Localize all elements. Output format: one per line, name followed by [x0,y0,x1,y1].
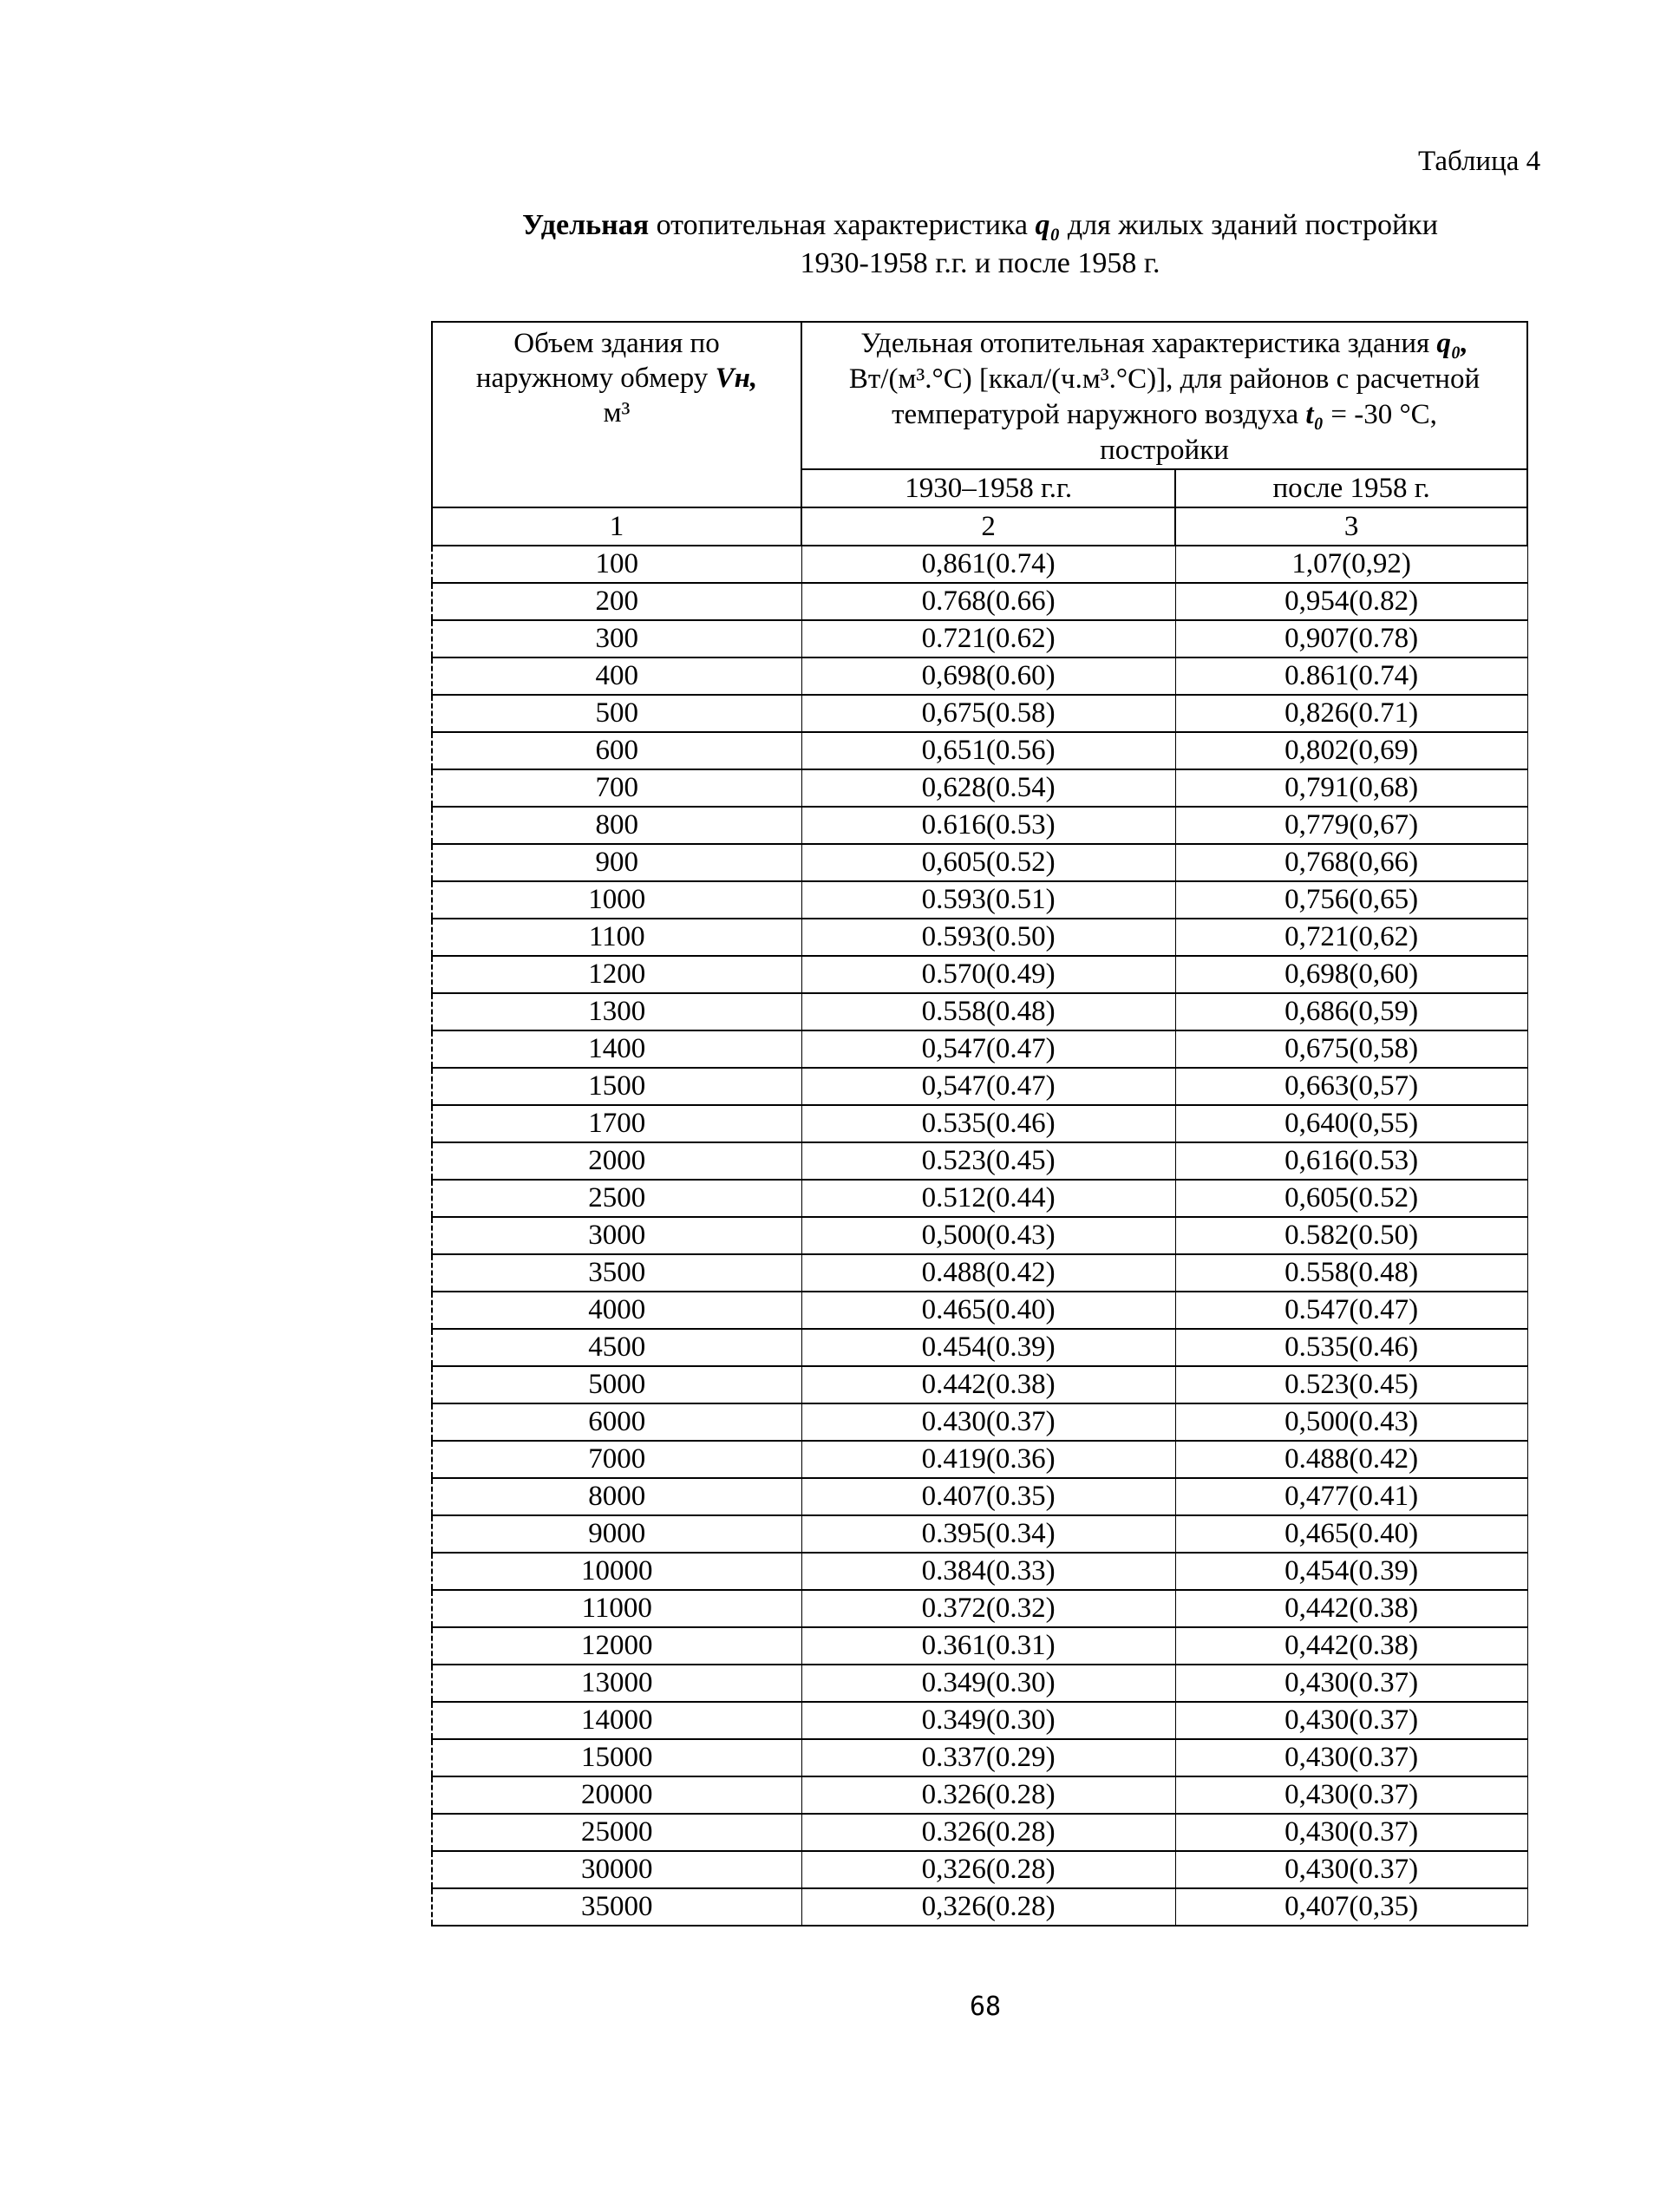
cell-volume: 700 [432,769,801,807]
cell-volume: 300 [432,620,801,657]
cell-q-1930-1958: 0,675(0.58) [801,695,1175,732]
cell-q-after-1958: 0,407(0,35) [1175,1888,1527,1926]
table-row [432,807,1527,844]
cell-q-after-1958: 1,07(0,92) [1175,546,1527,583]
cell-q-after-1958: 0,430(0.37) [1175,1814,1527,1851]
cell-volume: 1000 [432,881,801,919]
table-row [432,1217,1527,1254]
cell-volume: 900 [432,844,801,881]
cell-q-after-1958: 0,430(0.37) [1175,1739,1527,1776]
cell-volume: 14000 [432,1702,801,1739]
cell-volume: 1100 [432,919,801,956]
title-bold-word: Удельная [522,209,650,241]
header-volume-line [433,361,801,396]
cell-q-1930-1958: 0.768(0.66) [801,583,1175,620]
cell-q-1930-1958: 0.372(0.32) [801,1590,1175,1627]
heating-characteristic-table [431,321,1528,1927]
table-row [432,620,1527,657]
cell-q-1930-1958: 0,547(0.47) [801,1068,1175,1105]
cell-q-1930-1958: 0.465(0.40) [801,1292,1175,1329]
cell-volume: 4500 [432,1329,801,1366]
cell-q-1930-1958: 0,861(0.74) [801,546,1175,583]
table-row [432,1254,1527,1292]
cell-volume: 100 [432,546,801,583]
cell-q-after-1958: 0,802(0,69) [1175,732,1527,769]
cell-q-after-1958: 0,663(0,57) [1175,1068,1527,1105]
header-main-text: Удельная отопительная характеристика здания [860,328,1437,359]
table-row [432,769,1527,807]
cell-volume: 8000 [432,1478,801,1515]
cell-q-after-1958: 0,454(0.39) [1175,1553,1527,1590]
cell-q-1930-1958: 0.593(0.50) [801,919,1175,956]
cell-q-after-1958: 0,605(0.52) [1175,1180,1527,1217]
cell-q-1930-1958: 0.395(0.34) [801,1515,1175,1553]
cell-q-after-1958: 0,465(0.40) [1175,1515,1527,1553]
table-row [432,1665,1527,1702]
table-row [432,844,1527,881]
cell-volume: 20000 [432,1776,801,1814]
table-row [432,1478,1527,1515]
header-main-symbol: t₀ [1305,399,1324,430]
table-row [432,732,1527,769]
cell-q-1930-1958: 0,326(0.28) [801,1851,1175,1888]
cell-q-after-1958: 0,907(0.78) [1175,620,1527,657]
cell-q-1930-1958: 0.523(0.45) [801,1142,1175,1180]
table-row [432,1441,1527,1478]
cell-q-after-1958: 0,616(0.53) [1175,1142,1527,1180]
cell-q-after-1958: 0.488(0.42) [1175,1441,1527,1478]
header-main-line [809,326,1520,362]
header-volume-text: наружному обмеру [475,363,716,394]
table-row [432,1627,1527,1665]
cell-q-1930-1958: 0,500(0.43) [801,1217,1175,1254]
cell-q-1930-1958: 0,698(0.60) [801,657,1175,695]
header-main-line [809,397,1520,433]
title-text: отопительная характеристика [649,209,1036,241]
cell-volume: 3000 [432,1217,801,1254]
header-main-symbol: q₀, [1436,328,1468,359]
cell-q-1930-1958: 0.616(0.53) [801,807,1175,844]
column-number: 1 [432,507,801,546]
cell-q-after-1958: 0,675(0,58) [1175,1030,1527,1068]
header-volume-unit: м³ [603,397,631,428]
table-row [432,956,1527,993]
cell-q-1930-1958: 0.326(0.28) [801,1814,1175,1851]
table-row [432,1068,1527,1105]
cell-volume: 13000 [432,1665,801,1702]
table-row [432,1180,1527,1217]
cell-q-after-1958: 0.582(0.50) [1175,1217,1527,1254]
cell-volume: 5000 [432,1366,801,1403]
table-row [432,1739,1527,1776]
table-row [432,1292,1527,1329]
cell-q-after-1958: 0,791(0,68) [1175,769,1527,807]
cell-q-after-1958: 0.861(0.74) [1175,657,1527,695]
cell-q-after-1958: 0,500(0.43) [1175,1403,1527,1441]
cell-q-after-1958: 0.558(0.48) [1175,1254,1527,1292]
cell-volume: 2000 [432,1142,801,1180]
table-row [432,1030,1527,1068]
table-row [432,1105,1527,1142]
cell-q-after-1958: 0,768(0,66) [1175,844,1527,881]
table-row [432,1776,1527,1814]
table-row [432,881,1527,919]
cell-volume: 30000 [432,1851,801,1888]
cell-q-1930-1958: 0.442(0.38) [801,1366,1175,1403]
table-row [432,1329,1527,1366]
cell-q-1930-1958: 0.488(0.42) [801,1254,1175,1292]
cell-q-after-1958: 0.535(0.46) [1175,1329,1527,1366]
table-row [432,919,1527,956]
table-row [432,1851,1527,1888]
cell-volume: 2500 [432,1180,801,1217]
header-main-text: температурой наружного воздуха [892,399,1306,430]
cell-volume: 1300 [432,993,801,1030]
column-number: 2 [801,507,1175,546]
table-row [432,1515,1527,1553]
header-main-text: = -30 °С, [1324,399,1437,430]
table-row [432,1366,1527,1403]
cell-q-1930-1958: 0.349(0.30) [801,1665,1175,1702]
cell-q-after-1958: 0,442(0.38) [1175,1627,1527,1665]
table-row [432,583,1527,620]
cell-q-1930-1958: 0.721(0.62) [801,620,1175,657]
cell-q-1930-1958: 0.326(0.28) [801,1776,1175,1814]
cell-q-after-1958: 0,686(0,59) [1175,993,1527,1030]
cell-q-1930-1958: 0.337(0.29) [801,1739,1175,1776]
cell-q-after-1958: 0,640(0,55) [1175,1105,1527,1142]
header-volume-symbol: Vн, [715,363,758,394]
cell-volume: 1400 [432,1030,801,1068]
cell-q-after-1958: 0,756(0,65) [1175,881,1527,919]
cell-q-1930-1958: 0,605(0.52) [801,844,1175,881]
header-main-line: постройки [1100,435,1229,466]
cell-volume: 11000 [432,1590,801,1627]
cell-volume: 500 [432,695,801,732]
cell-volume: 600 [432,732,801,769]
cell-q-after-1958: 0,430(0.37) [1175,1776,1527,1814]
cell-volume: 7000 [432,1441,801,1478]
cell-q-after-1958: 0,442(0.38) [1175,1590,1527,1627]
cell-q-1930-1958: 0.361(0.31) [801,1627,1175,1665]
cell-volume: 9000 [432,1515,801,1553]
cell-volume: 200 [432,583,801,620]
cell-volume: 4000 [432,1292,801,1329]
table-row [432,1590,1527,1627]
cell-volume: 800 [432,807,801,844]
title-text-rest: для жилых зданий постройки [1060,209,1438,241]
title-line-1 [399,206,1561,245]
cell-q-after-1958: 0,698(0,60) [1175,956,1527,993]
table-row [432,1888,1527,1926]
cell-volume: 1200 [432,956,801,993]
cell-q-1930-1958: 0.384(0.33) [801,1553,1175,1590]
cell-volume: 3500 [432,1254,801,1292]
cell-q-1930-1958: 0,651(0.56) [801,732,1175,769]
cell-q-1930-1958: 0.593(0.51) [801,881,1175,919]
column-number: 3 [1175,507,1527,546]
cell-q-after-1958: 0.523(0.45) [1175,1366,1527,1403]
cell-volume: 35000 [432,1888,801,1926]
header-main [801,322,1527,469]
cell-q-after-1958: 0,954(0.82) [1175,583,1527,620]
cell-volume: 6000 [432,1403,801,1441]
subheader-1930-1958: 1930–1958 г.г. [801,469,1175,507]
cell-q-after-1958: 0,430(0.37) [1175,1851,1527,1888]
table-row [432,657,1527,695]
cell-q-after-1958: 0,721(0,62) [1175,919,1527,956]
table-title [399,206,1561,283]
cell-q-after-1958: 0,779(0,67) [1175,807,1527,844]
page-number: 68 [970,1992,1002,2022]
cell-q-1930-1958: 0.558(0.48) [801,993,1175,1030]
cell-volume: 25000 [432,1814,801,1851]
cell-volume: 1500 [432,1068,801,1105]
cell-q-1930-1958: 0,628(0.54) [801,769,1175,807]
cell-q-1930-1958: 0.430(0.37) [801,1403,1175,1441]
title-line-2: 1930-1958 г.г. и после 1958 г. [800,247,1160,279]
table-label: Таблица 4 [1418,146,1541,177]
cell-q-1930-1958: 0,326(0.28) [801,1888,1175,1926]
cell-q-1930-1958: 0.570(0.49) [801,956,1175,993]
cell-q-1930-1958: 0.349(0.30) [801,1702,1175,1739]
table-row [432,1702,1527,1739]
cell-q-after-1958: 0.547(0.47) [1175,1292,1527,1329]
cell-q-1930-1958: 0.535(0.46) [801,1105,1175,1142]
cell-q-after-1958: 0,477(0.41) [1175,1478,1527,1515]
cell-q-1930-1958: 0.407(0.35) [801,1478,1175,1515]
cell-volume: 1700 [432,1105,801,1142]
cell-q-1930-1958: 0.419(0.36) [801,1441,1175,1478]
cell-q-after-1958: 0,826(0.71) [1175,695,1527,732]
table-row [432,1403,1527,1441]
cell-volume: 400 [432,657,801,695]
cell-q-after-1958: 0,430(0.37) [1175,1665,1527,1702]
table-row [432,1553,1527,1590]
table-row [432,1142,1527,1180]
table-row [432,993,1527,1030]
title-symbol: q₀ [1035,209,1061,241]
cell-volume: 15000 [432,1739,801,1776]
cell-volume: 10000 [432,1553,801,1590]
header-volume-line: Объем здания по [513,328,720,359]
subheader-after-1958: после 1958 г. [1175,469,1527,507]
header-volume [432,322,801,507]
table-row [432,1814,1527,1851]
cell-q-1930-1958: 0.454(0.39) [801,1329,1175,1366]
cell-q-after-1958: 0,430(0.37) [1175,1702,1527,1739]
cell-q-1930-1958: 0,547(0.47) [801,1030,1175,1068]
header-main-line: Вт/(м³.°С) [ккал/(ч.м³.°С)], для районов с расчетной [848,363,1481,395]
table-row [432,546,1527,583]
cell-q-1930-1958: 0.512(0.44) [801,1180,1175,1217]
table-row [432,695,1527,732]
cell-volume: 12000 [432,1627,801,1665]
